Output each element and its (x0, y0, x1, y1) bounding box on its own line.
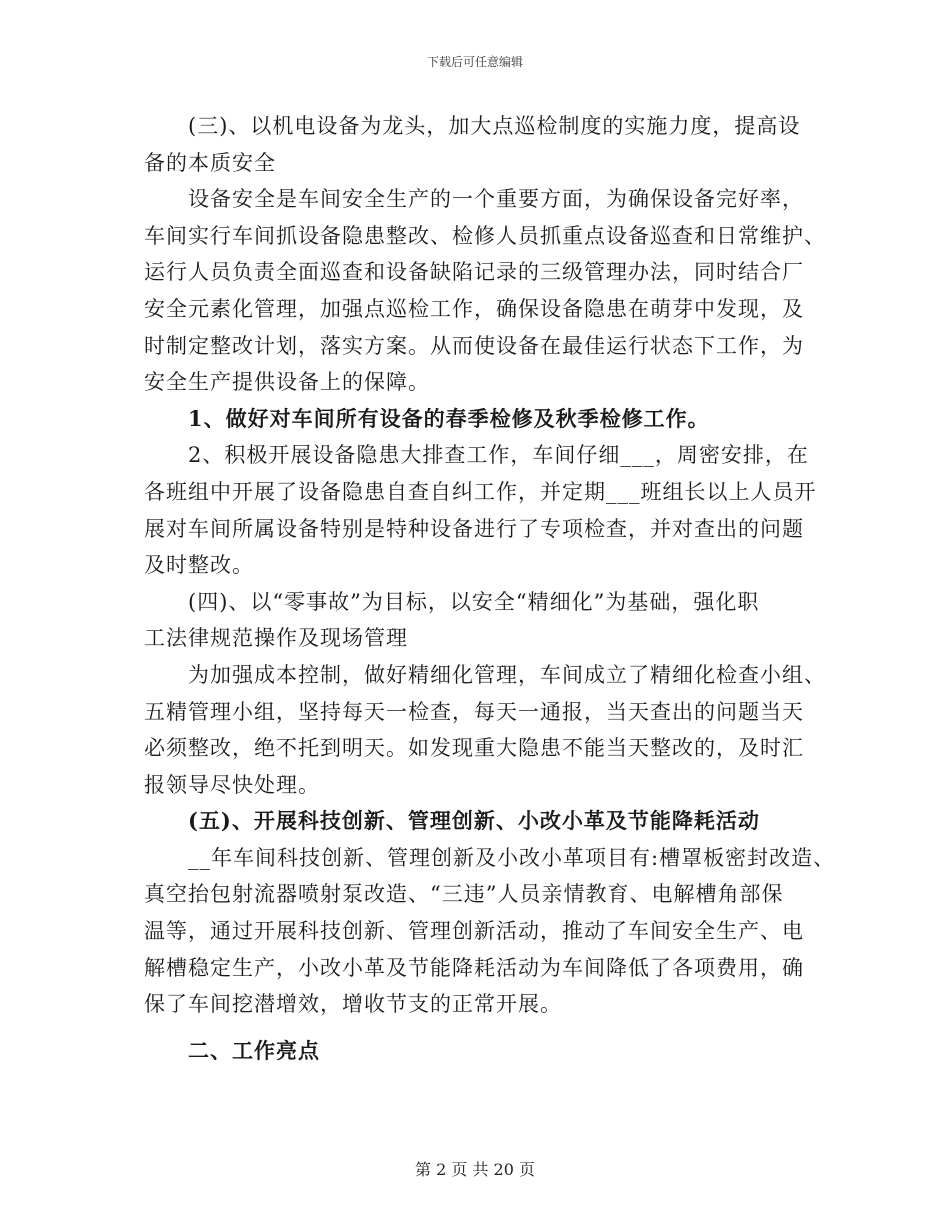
paragraph-line: (三)、以机电设备为龙头，加大点巡检制度的实施力度，提高设 (188, 114, 801, 138)
paragraph-line: 五精管理小组，坚持每天一检查，每天一通报，当天查出的问题当天 (144, 699, 804, 724)
document-body (144, 108, 834, 1069)
section-heading: 二、工作亮点 (188, 1037, 320, 1063)
page-header-note: 下载后可任意编辑 (426, 55, 523, 69)
paragraph-line: 及时整改。 (144, 553, 254, 578)
paragraph-line: 展对车间所属设备特别是特种设备进行了专项检查，并对查出的问题 (144, 516, 804, 541)
paragraph-line: 温等，通过开展科技创新、管理创新活动，推动了车间安全生产、电 (144, 919, 804, 944)
paragraph-line: 工法律规范操作及现场管理 (144, 626, 408, 651)
section-heading: (五)、开展科技创新、管理创新、小改小革及节能降耗活动 (188, 808, 760, 834)
paragraph-line: 备的本质安全 (144, 150, 276, 175)
paragraph-line: 安全元素化管理，加强点巡检工作，确保设备隐患在萌芽中发现，及 (144, 296, 804, 321)
paragraph-line: 保了车间挖潜增效，增收节支的正常开展。 (144, 992, 562, 1017)
paragraph-line: 2、积极开展设备隐患大排查工作，车间仔细___，周密安排，在 (188, 443, 809, 468)
paragraph-line: 车间实行车间抓设备隐患整改、检修人员抓重点设备巡查和日常维护、 (144, 223, 826, 248)
paragraph-line: 设备安全是车间安全生产的一个重要方面，为确保设备完好率， (188, 187, 804, 212)
paragraph-line: 各班组中开展了设备隐患自查自纠工作，并定期___班组长以上人员开 (144, 479, 817, 504)
page-footer: 第 2 页 共 20 页 (415, 1160, 535, 1179)
paragraph-line: 为加强成本控制，做好精细化管理，车间成立了精细化检查小组、 (188, 662, 826, 687)
paragraph-line: 运行人员负责全面巡查和设备缺陷记录的三级管理办法，同时结合厂 (144, 260, 804, 285)
paragraph-line: 真空抬包射流器喷射泵改造、“三违”人员亲情教育、电解槽角部保 (144, 882, 784, 907)
paragraph-line: 必须整改，绝不托到明天。如发现重大隐患不能当天整改的，及时汇 (144, 736, 804, 761)
paragraph-line: 安全生产提供设备上的保障。 (144, 370, 430, 395)
paragraph-line: 时制定整改计划，落实方案。从而使设备在最佳运行状态下工作，为 (144, 333, 804, 358)
paragraph-line: 解槽稳定生产，小改小革及节能降耗活动为车间降低了各项费用，确 (144, 955, 804, 980)
paragraph-line: (四)、以“零事故”为目标，以安全“精细化”为基础，强化职 (188, 589, 760, 614)
paragraph-line: __年车间科技创新、管理创新及小改小革项目有:槽罩板密封改造、 (188, 845, 836, 870)
section-heading: 1、做好对车间所有设备的春季检修及秋季检修工作。 (188, 405, 710, 431)
paragraph-line: 报领导尽快处理。 (144, 772, 320, 797)
